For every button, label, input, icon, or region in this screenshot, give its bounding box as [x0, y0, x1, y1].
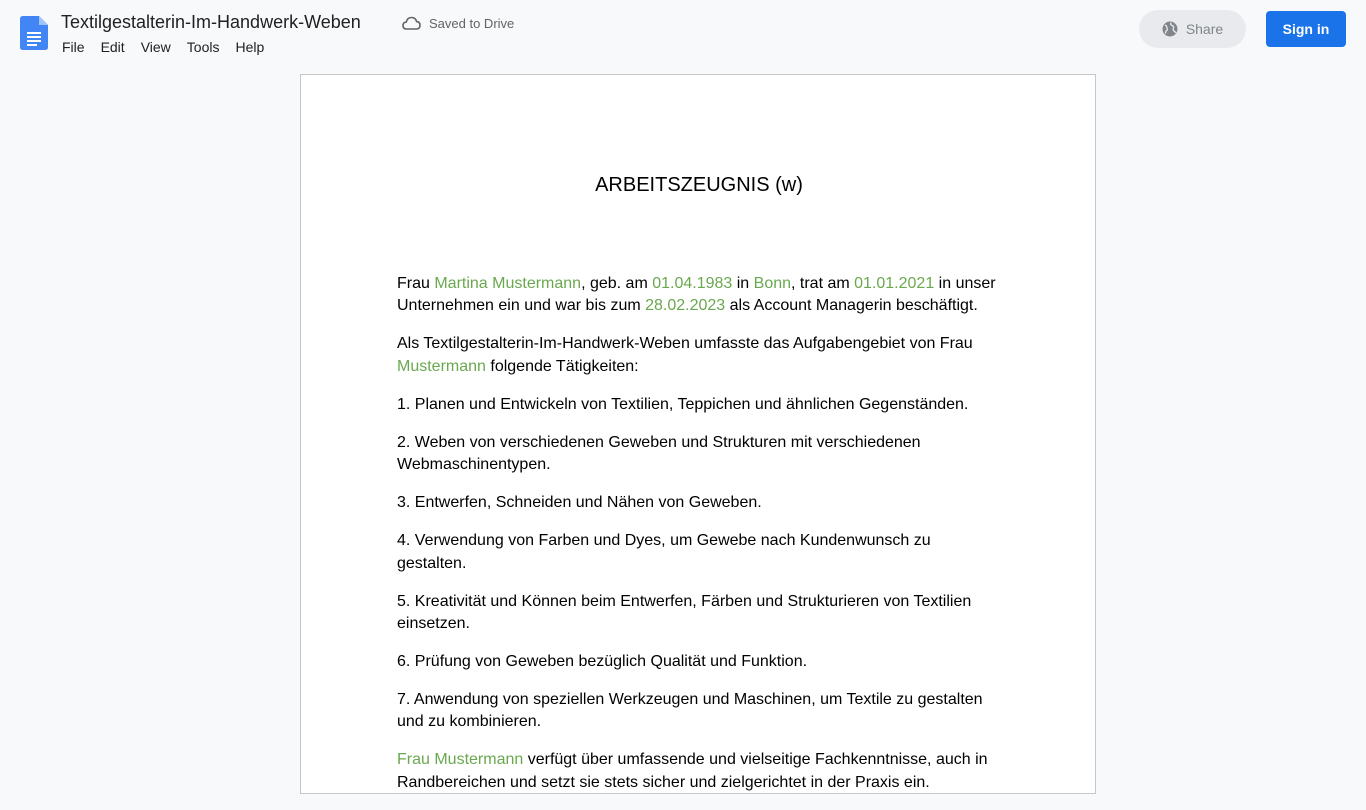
document-page[interactable]	[300, 74, 1096, 794]
paragraph-tasks-intro	[397, 333, 1001, 378]
text-run: verfügt über umfassende und vielseitige Fachkenntnisse, auch in Randbereichen und setzt sie stets sicher und zielgerichtet in der Praxis ein.	[397, 751, 988, 791]
paragraph-intro	[397, 273, 1001, 318]
task-item-4: 4. Verwendung von Farben und Dyes, um Gewebe nach Kundenwunsch zu gestalten.	[397, 532, 931, 572]
birth-date: 01.04.1983	[652, 275, 733, 292]
text-run: in unser Unternehmen ein und war bis zum	[397, 275, 996, 315]
paragraph-skills	[397, 749, 1001, 794]
save-status[interactable]	[402, 14, 514, 32]
task-item-2: 2. Weben von verschiedenen Geweben und Strukturen mit verschiedenen Webmaschinentypen.	[397, 433, 921, 474]
task-item-5: 5. Kreativität und Können beim Entwerfen, Färben und Strukturieren von Textilien einsetzen.	[397, 592, 972, 633]
share-button[interactable]	[1139, 10, 1246, 48]
menu-tools[interactable]: Tools	[186, 39, 220, 55]
menu-view[interactable]: View	[140, 39, 171, 55]
top-bar	[0, 0, 1366, 64]
share-button-label: Share	[1185, 21, 1224, 37]
birth-place: Bonn	[753, 275, 792, 292]
save-status-label: Saved to Drive	[429, 15, 515, 31]
menu-file[interactable]: File	[62, 39, 85, 55]
google-docs-icon[interactable]	[20, 16, 48, 50]
start-date: 01.01.2021	[854, 275, 935, 292]
menu-help[interactable]: Help	[235, 39, 265, 55]
text-run: , trat am	[791, 275, 855, 292]
end-date: 28.02.2023	[645, 297, 726, 315]
sign-in-button[interactable]: Sign in	[1266, 11, 1346, 47]
text-run: folgende Tätigkeiten:	[485, 357, 639, 375]
text-run: als Account Managerin beschäftigt.	[725, 297, 978, 315]
task-item-7: 7. Anwendung von speziellen Werkzeugen und Maschinen, um Textile zu gestalten und zu kombinieren.	[397, 691, 983, 731]
employee-reference: Frau Mustermann	[397, 751, 524, 769]
document-heading: ARBEITSZEUGNIS (w)	[595, 174, 803, 196]
task-item-1: 1. Planen und Entwickeln von Textilien, Teppichen und ähnlichen Gegenständen.	[397, 395, 969, 413]
task-item-6: 6. Prüfung von Geweben bezüglich Qualität und Funktion.	[397, 653, 808, 671]
menu-bar	[54, 36, 272, 58]
document-body	[397, 273, 1001, 810]
text-run: in	[732, 275, 754, 292]
text-run: Frau	[397, 275, 435, 292]
employee-surname: Mustermann	[397, 357, 486, 375]
document-title[interactable]: Textilgestalterin-Im-Handwerk-Weben	[61, 12, 361, 32]
globe-icon	[1162, 21, 1178, 37]
employee-name: Martina Mustermann	[434, 275, 582, 292]
text-run: , geb. am	[581, 275, 653, 292]
menu-edit[interactable]: Edit	[100, 39, 125, 55]
cloud-done-icon	[402, 16, 421, 30]
text-run: Als Textilgestalterin-Im-Handwerk-Weben umfasste das Aufgabengebiet von Frau	[397, 335, 973, 353]
task-item-3: 3. Entwerfen, Schneiden und Nähen von Geweben.	[397, 494, 762, 512]
